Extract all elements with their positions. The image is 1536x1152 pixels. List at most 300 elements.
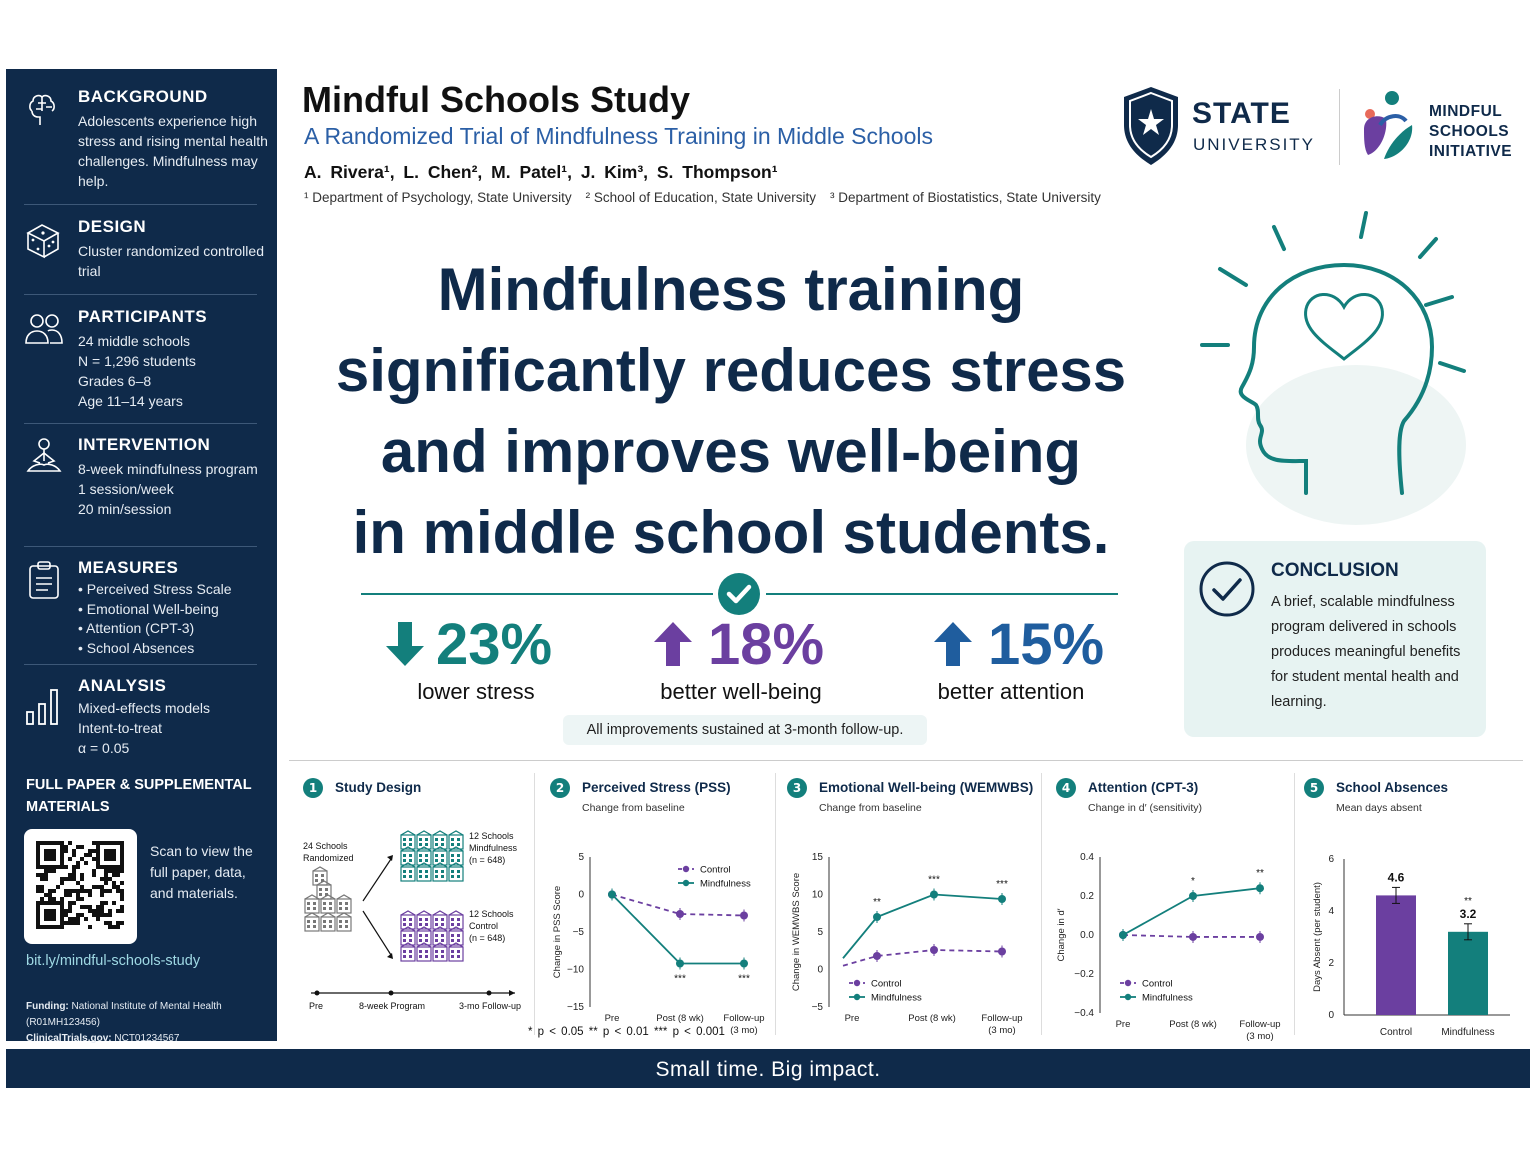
- x-tick-label: Pre: [1115, 1019, 1131, 1030]
- list-item: • School Absences: [78, 639, 195, 656]
- qr-module: [100, 877, 104, 881]
- state-university-shield-icon: [1120, 85, 1182, 167]
- qr-finder-center: [44, 849, 56, 861]
- significance-marker: ***: [996, 879, 1008, 890]
- school-window: [441, 923, 444, 926]
- qr-module: [76, 881, 80, 885]
- series-line-control: [843, 950, 1002, 966]
- qr-module: [48, 869, 52, 873]
- legend-label: Control: [700, 864, 731, 876]
- qr-module: [72, 901, 76, 905]
- data-point-mindfulness: [998, 895, 1006, 903]
- qr-module: [84, 905, 88, 909]
- qr-module: [48, 889, 52, 893]
- svg-text:12 Schools: 12 Schools: [469, 831, 514, 841]
- school-window: [451, 859, 454, 862]
- qr-module: [80, 905, 84, 909]
- qr-module: [80, 873, 84, 877]
- section-intervention: [24, 435, 257, 547]
- school-window: [409, 870, 412, 873]
- qr-module: [68, 889, 72, 893]
- section-text: Cluster randomized controlled trial: [78, 243, 264, 279]
- school-window: [403, 923, 406, 926]
- stat-stress-value: 23%: [436, 612, 553, 677]
- qr-module: [68, 841, 72, 845]
- y-tick-label: 4: [1328, 906, 1334, 917]
- school-window: [403, 918, 406, 921]
- significance-legend: * p < 0.05 ** p < 0.01 *** p < 0.001: [528, 1026, 725, 1038]
- school-window: [339, 907, 342, 910]
- y-tick-label: 0.2: [1080, 891, 1094, 902]
- school-window: [403, 843, 406, 846]
- section-line: 24 middle schools: [78, 333, 191, 349]
- school-window: [409, 838, 412, 841]
- school-window: [403, 939, 406, 942]
- school-window: [339, 902, 342, 905]
- school-window: [457, 955, 460, 958]
- qr-module: [64, 893, 68, 897]
- school-window: [441, 843, 444, 846]
- qr-module: [60, 881, 64, 885]
- school-window: [419, 838, 422, 841]
- section-line: α = 0.05: [78, 740, 130, 756]
- school-window: [435, 918, 438, 921]
- qr-module: [56, 885, 60, 889]
- qr-module: [116, 889, 120, 893]
- stat-wellbeing-label: better well-being: [660, 679, 822, 704]
- school-window: [451, 843, 454, 846]
- qr-module: [112, 881, 116, 885]
- school-icon: [321, 899, 335, 913]
- legend-marker: [683, 866, 689, 872]
- qr-module: [100, 909, 104, 913]
- school-window: [409, 939, 412, 942]
- school-window: [451, 875, 454, 878]
- absences-chart: [1304, 811, 1520, 1038]
- school-icon: [401, 867, 415, 881]
- qr-module: [104, 881, 108, 885]
- qr-module: [76, 913, 80, 917]
- school-window: [323, 902, 326, 905]
- x-tick-label: (3 mo): [988, 1025, 1016, 1036]
- qr-module: [40, 873, 44, 877]
- clipboard-icon: [24, 560, 64, 600]
- school-icon: [305, 917, 319, 931]
- legend-label: Mindfulness: [871, 992, 922, 1004]
- qr-module: [84, 889, 88, 893]
- school-window: [425, 939, 428, 942]
- qr-code[interactable]: [24, 829, 137, 944]
- qr-module: [88, 905, 92, 909]
- qr-module: [76, 889, 80, 893]
- qr-module: [120, 905, 124, 909]
- school-icon: [337, 899, 351, 913]
- arrow-down-icon: [386, 622, 424, 666]
- qr-module: [84, 853, 88, 857]
- school-icon: [417, 867, 431, 881]
- y-tick-label: 5: [578, 852, 584, 863]
- school-window: [425, 918, 428, 921]
- section-participants: [24, 307, 257, 424]
- school-window: [419, 854, 422, 857]
- conclusion-box: [1184, 541, 1486, 737]
- school-window: [441, 870, 444, 873]
- qr-module: [72, 853, 76, 857]
- sidebar: [6, 69, 277, 1044]
- school-window: [339, 925, 342, 928]
- qr-module: [44, 877, 48, 881]
- qr-module: [44, 873, 48, 877]
- school-icon: [433, 867, 447, 881]
- school-window: [409, 955, 412, 958]
- school-window: [457, 934, 460, 937]
- study-design-diagram: [303, 811, 525, 1011]
- school-window: [403, 934, 406, 937]
- svg-text:Pre: Pre: [309, 1001, 324, 1011]
- qr-module: [76, 917, 80, 921]
- qr-module: [92, 873, 96, 877]
- qr-module: [44, 893, 48, 897]
- qr-module: [36, 873, 40, 877]
- qr-module: [64, 889, 68, 893]
- school-window: [403, 950, 406, 953]
- section-title: BACKGROUND: [78, 87, 208, 106]
- conclusion-text: A brief, scalable mindfulness program delivered in schools produces meaningful benefits for student mental health and learning.: [1271, 594, 1461, 710]
- divider: [1339, 89, 1340, 165]
- qr-module: [88, 909, 92, 913]
- list-item: • Attention (CPT-3): [78, 620, 195, 636]
- qr-module: [68, 905, 72, 909]
- school-window: [425, 859, 428, 862]
- school-window: [441, 934, 444, 937]
- data-point-control: [740, 912, 748, 920]
- qr-module: [64, 921, 68, 925]
- stat-attention-value: 15%: [988, 612, 1105, 677]
- y-tick-label: 2: [1328, 958, 1334, 969]
- legend-marker: [683, 880, 689, 886]
- divider: [1041, 773, 1042, 1035]
- data-point-control: [998, 948, 1006, 956]
- qr-module: [112, 901, 116, 905]
- head-heart-illustration-icon: [1196, 205, 1476, 525]
- qr-module: [80, 845, 84, 849]
- y-tick-label: 0: [578, 889, 584, 901]
- qr-module: [64, 849, 68, 853]
- school-icon: [449, 947, 463, 961]
- qr-module: [68, 909, 72, 913]
- x-tick-label: Pre: [604, 1013, 620, 1024]
- school-window: [457, 854, 460, 857]
- qr-module: [116, 885, 120, 889]
- people-icon: [24, 309, 64, 349]
- school-window: [339, 920, 342, 923]
- y-tick-label: 6: [1328, 854, 1334, 865]
- significance-marker: **: [873, 897, 881, 908]
- school-window: [325, 888, 328, 891]
- y-tick-label: −0.4: [1074, 1008, 1094, 1019]
- qr-module: [52, 889, 56, 893]
- data-point-control: [676, 910, 684, 918]
- school-window: [441, 838, 444, 841]
- qr-module: [112, 885, 116, 889]
- school-window: [451, 934, 454, 937]
- qr-module: [88, 893, 92, 897]
- qr-module: [112, 925, 116, 929]
- school-window: [409, 950, 412, 953]
- school-window: [441, 955, 444, 958]
- qr-module: [72, 849, 76, 853]
- qr-module: [104, 889, 108, 893]
- qr-module: [40, 889, 44, 893]
- school-icon: [321, 917, 335, 931]
- legend-label: Mindfulness: [1142, 992, 1193, 1004]
- qr-module: [40, 897, 44, 901]
- school-window: [425, 955, 428, 958]
- stat-attention-label: better attention: [937, 679, 1085, 704]
- school-window: [451, 918, 454, 921]
- school-window: [419, 939, 422, 942]
- qr-module: [116, 869, 120, 873]
- school-window: [419, 950, 422, 953]
- significance-marker: ***: [928, 874, 940, 886]
- section-line: N = 1,296 students: [78, 353, 196, 369]
- qr-module: [64, 845, 68, 849]
- school-window: [441, 875, 444, 878]
- svg-text:Randomized: Randomized: [303, 853, 354, 863]
- qr-module: [108, 877, 112, 881]
- legend-label: Control: [871, 978, 902, 990]
- x-tick-label: Follow-up: [1239, 1019, 1281, 1030]
- school-window: [457, 838, 460, 841]
- qr-module: [80, 877, 84, 881]
- qr-module: [120, 909, 124, 913]
- data-point-mindfulness: [873, 913, 881, 921]
- section-text: Adolescents experience high stress and rising mental health challenges. Mindfulness may help.: [78, 113, 268, 189]
- affiliations: ¹ Department of Psychology, State University ² School of Education, State University ³ Department of Biostatistics, State University: [304, 190, 1101, 205]
- school-window: [403, 870, 406, 873]
- school-window: [419, 955, 422, 958]
- section-title: MEASURES: [78, 558, 179, 577]
- svg-text:24 Schools: 24 Schools: [303, 841, 348, 851]
- qr-module: [116, 909, 120, 913]
- qr-module: [92, 869, 96, 873]
- school-window: [307, 925, 310, 928]
- qr-module: [64, 909, 68, 913]
- svg-text:Control: Control: [469, 921, 499, 931]
- divider: [1294, 773, 1295, 1035]
- school-window: [419, 870, 422, 873]
- qr-module: [100, 901, 104, 905]
- school-window: [323, 925, 326, 928]
- svg-text:(n = 648): (n = 648): [469, 933, 506, 943]
- school-window: [419, 934, 422, 937]
- school-window: [457, 843, 460, 846]
- qr-module: [108, 913, 112, 917]
- data-point-control: [1256, 933, 1264, 941]
- legend-label: Mindfulness: [700, 878, 751, 890]
- school-window: [451, 870, 454, 873]
- school-window: [329, 907, 332, 910]
- qr-module: [88, 889, 92, 893]
- school-window: [441, 950, 444, 953]
- qr-module: [92, 857, 96, 861]
- qr-module: [104, 921, 108, 925]
- section-title: ANALYSIS: [78, 676, 167, 695]
- x-tick-label: (3 mo): [730, 1025, 758, 1036]
- panel-study-design: 1 Study Design 24 Schools Randomized 12 Schools Mindfulness (n = 648) 12 Schools Control (n = 648) Pre 8-week Program 3-mo Follow-up: [303, 771, 525, 1033]
- funding-info: Funding: National Institute of Mental Health (R01MH123456) ClinicalTrials.gov: NCT01234567: [26, 1001, 222, 1044]
- significance-marker: **: [1256, 868, 1264, 880]
- meditation-icon: [24, 437, 64, 477]
- school-window: [457, 950, 460, 953]
- legend-marker: [1125, 994, 1131, 1000]
- section-title: INTERVENTION: [78, 435, 211, 454]
- qr-module: [72, 917, 76, 921]
- x-tick-label: (3 mo): [1246, 1031, 1274, 1042]
- school-window: [319, 888, 322, 891]
- svg-text:(n = 648): (n = 648): [469, 855, 506, 865]
- qr-module: [88, 853, 92, 857]
- qr-module: [52, 869, 56, 873]
- qr-module: [80, 897, 84, 901]
- qr-module: [68, 917, 72, 921]
- section-line: Mixed-effects models: [78, 700, 211, 716]
- school-window: [329, 925, 332, 928]
- y-tick-label: 0.0: [1080, 930, 1094, 941]
- school-window: [321, 879, 324, 882]
- school-window: [345, 920, 348, 923]
- stat-wellbeing-value: 18%: [708, 612, 825, 677]
- school-window: [457, 859, 460, 862]
- qr-module: [104, 869, 108, 873]
- page-subtitle: A Randomized Trial of Mindfulness Training in Middle Schools: [304, 123, 933, 149]
- section-line: 8-week mindfulness program: [78, 461, 258, 477]
- school-window: [457, 918, 460, 921]
- qr-module: [104, 877, 108, 881]
- x-tick-label: Mindfulness: [1441, 1027, 1495, 1038]
- data-point-mindfulness: [1119, 931, 1127, 939]
- sustained-note: All improvements sustained at 3-month follow-up.: [563, 715, 927, 745]
- significance-marker: ***: [738, 973, 750, 985]
- school-window: [307, 920, 310, 923]
- qr-module: [100, 905, 104, 909]
- section-line: 20 min/session: [78, 501, 172, 517]
- section-design: [24, 217, 264, 295]
- school-window: [419, 918, 422, 921]
- qr-module: [68, 873, 72, 877]
- qr-finder-center: [44, 909, 56, 921]
- school-window: [425, 854, 428, 857]
- school-window: [321, 874, 324, 877]
- y-tick-label: −15: [567, 1002, 584, 1013]
- school-window: [451, 939, 454, 942]
- school-window: [425, 923, 428, 926]
- qr-module: [88, 849, 92, 853]
- school-window: [457, 939, 460, 942]
- qr-module: [64, 865, 68, 869]
- qr-module: [76, 861, 80, 865]
- y-axis-label: Days Absent (per student): [1312, 882, 1323, 992]
- qr-module: [72, 869, 76, 873]
- y-axis-label: Change in PSS Score: [552, 885, 563, 979]
- school-window: [457, 875, 460, 878]
- qr-module: [108, 889, 112, 893]
- section-analysis: [24, 676, 257, 762]
- school-window: [441, 918, 444, 921]
- data-point-mindfulness: [676, 960, 684, 968]
- qr-module: [112, 873, 116, 877]
- qr-module: [64, 877, 68, 881]
- data-point-mindfulness: [608, 891, 616, 899]
- data-point-mindfulness: [740, 960, 748, 968]
- y-tick-label: −0.2: [1074, 969, 1094, 980]
- school-window: [319, 893, 322, 896]
- school-window: [313, 902, 316, 905]
- attention-chart: [1056, 811, 1282, 1042]
- bar-mindfulness: [1448, 932, 1488, 1015]
- conclusion-title: CONCLUSION: [1271, 560, 1399, 581]
- qr-module: [92, 909, 96, 913]
- qr-module: [96, 909, 100, 913]
- qr-module: [76, 845, 80, 849]
- school-icon: [337, 917, 351, 931]
- school-window: [345, 925, 348, 928]
- qr-module: [76, 897, 80, 901]
- qr-module: [100, 889, 104, 893]
- full-paper-heading: FULL PAPER & SUPPLEMENTAL MATERIALS: [26, 777, 252, 815]
- school-window: [409, 854, 412, 857]
- data-point-mindfulness: [1256, 884, 1264, 892]
- qr-module: [60, 877, 64, 881]
- qr-module: [116, 921, 120, 925]
- panel-attention: 4 Attention (CPT-3) Change in d′ (sensitivity) 0.4 0.2 0.0 −0.2 −0.4 Change in d′ Pre Post (8 wk) Follow-up (3 mo) * ** Control Mindfulness: [1056, 780, 1281, 1042]
- panel-stress: 2 Perceived Stress (PSS) Change from baseline 5 0 −5 −10 −15 Change in PSS Score Pre Post (8 wk) Follow-up (3 mo) *** *** Control Mindfulness: [550, 771, 772, 1033]
- school-window: [435, 843, 438, 846]
- school-window: [435, 875, 438, 878]
- dice-icon: [24, 219, 64, 259]
- svg-text:Mindfulness: Mindfulness: [469, 843, 518, 853]
- qr-module: [48, 897, 52, 901]
- bar-chart-icon: [24, 686, 64, 726]
- qr-module: [104, 913, 108, 917]
- qr-module: [120, 869, 124, 873]
- paper-link[interactable]: bit.ly/mindful-schools-study: [26, 953, 201, 969]
- y-tick-label: −5: [811, 1002, 823, 1013]
- divider: [289, 760, 1523, 761]
- page-title: Mindful Schools Study: [302, 79, 690, 120]
- school-window: [435, 923, 438, 926]
- qr-module: [104, 901, 108, 905]
- qr-module: [72, 921, 76, 925]
- list-item: • Emotional Well-being: [78, 600, 219, 617]
- legend-marker: [854, 994, 860, 1000]
- school-window: [409, 859, 412, 862]
- y-axis-label: Change in WEMWBS Score: [791, 872, 802, 992]
- qr-module: [44, 869, 48, 873]
- school-icon: [417, 947, 431, 961]
- series-line-mindfulness: [612, 895, 744, 964]
- y-tick-label: 15: [811, 852, 823, 863]
- poster: [6, 69, 1530, 1088]
- qr-module: [116, 925, 120, 929]
- qr-module: [96, 913, 100, 917]
- footer-tagline: Small time. Big impact.: [6, 1049, 1530, 1088]
- data-point-mindfulness: [930, 891, 938, 899]
- check-circle-icon: [1198, 560, 1256, 618]
- y-tick-label: 0: [817, 964, 823, 976]
- school-window: [451, 950, 454, 953]
- qr-module: [72, 889, 76, 893]
